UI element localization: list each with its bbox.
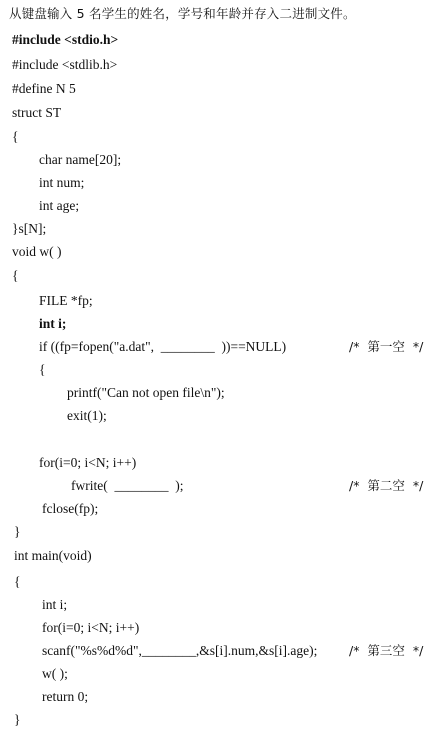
code-line-include-stdio: #include <stdio.h> [12,32,119,47]
code-line-w-open-brace: { [12,268,19,283]
code-line-printf: printf("Can not open file\n"); [67,385,225,400]
code-line-call-w: w( ); [42,666,68,681]
code-line-name-field: char name[20]; [39,152,122,167]
code-line-struct-end: }s[N]; [12,221,47,236]
problem-title: 从键盘输入 5 名学生的姓名，学号和年龄并存入二进制文件。 [9,6,356,21]
code-line-return: return 0; [42,689,89,704]
code-line-include-stdlib: #include <stdlib.h> [12,57,118,72]
blank-comment-3: /* 第三空 */ [349,643,424,658]
code-line-scanf: scanf("%s%d%d",________,&s[i].num,&s[i].age); [42,643,318,658]
code-line-struct: struct ST [12,105,62,120]
code-line-main: int main(void) [14,548,92,563]
code-line-for-loop-write: for(i=0; i<N; i++) [39,455,137,470]
code-line-fclose: fclose(fp); [42,501,99,516]
blank-comment-1: /* 第一空 */ [349,339,424,354]
code-line-if-open-brace: { [39,362,46,377]
code-line-open-brace: { [12,129,19,144]
code-line-main-open-brace: { [14,574,21,589]
code-line-fopen: if ((fp=fopen("a.dat", ________ ))==NULL) [39,339,287,354]
code-line-for-loop-read: for(i=0; i<N; i++) [42,620,140,635]
code-line-num-field: int num; [39,175,85,190]
code-line-file-pointer: FILE *fp; [39,293,93,308]
code-line-age-field: int age; [39,198,80,213]
code-line-exit: exit(1); [67,408,107,423]
blank-comment-2: /* 第二空 */ [349,478,424,493]
code-line-define: #define N 5 [12,81,76,96]
code-line-main-close-brace: } [14,712,21,727]
code-line-w-close-brace: } [14,524,21,539]
code-line-void-w: void w( ) [12,244,62,259]
code-line-fwrite: fwrite( ________ ); [71,478,184,493]
code-line-main-int-i: int i; [42,597,68,612]
code-line-int-i: int i; [39,316,67,331]
